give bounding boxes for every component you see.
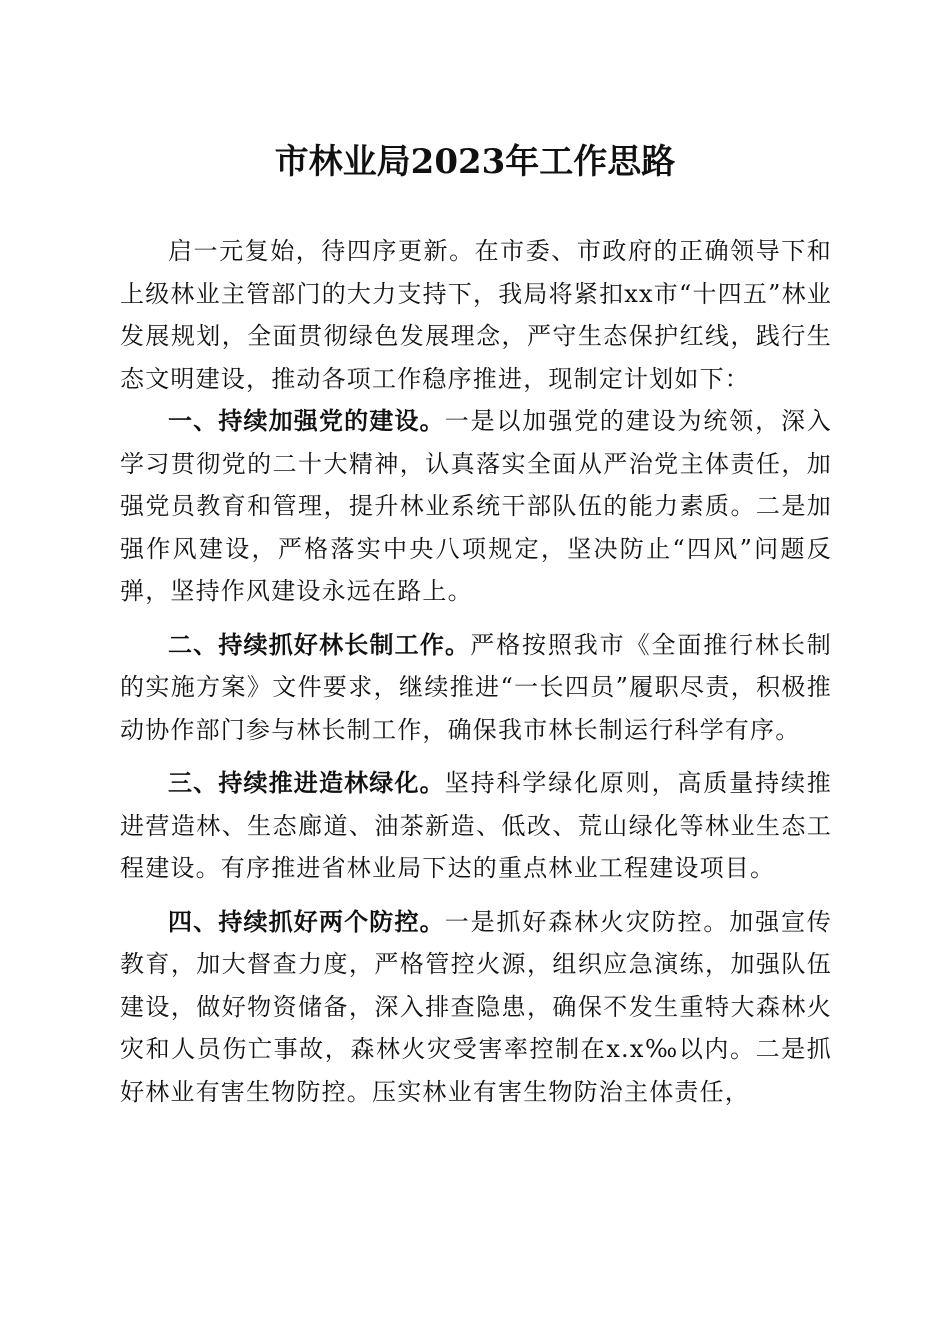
section-heading-4: 四、持续抓好两个防控。 xyxy=(168,907,445,936)
section-paragraph-4 xyxy=(120,901,832,1114)
intro-paragraph: 启一元复始，待四序更新。在市委、市政府的正确领导下和上级林业主管部门的大力支持下，我局将紧扣xx市“十四五”林业发展规划，全面贯彻绿色发展理念，严守生态保护红线，践行生态文明建设，推动各项工作稳序推进，现制定计划如下： xyxy=(120,237,832,393)
section-text-1: 一是以加强党的建设为统领，深入学习贯彻党的二十大精神，认真落实全面从严治党主体责任，加强党员教育和管理，提升林业系统干部队伍的能力素质。二是加强作风建设，严格落实中央八项规定，坚决防止“四风”问题反弹，坚持作风建设永远在路上。 xyxy=(120,407,833,605)
section-paragraph-2 xyxy=(120,624,832,752)
section-text-4: 一是抓好森林火灾防控。加强宣传教育，加大督查力度，严格管控火源，组织应急演练，加强队伍建设，做好物资储备，深入排查隐患，确保不发生重特大森林火灾和人员伤亡事故，森林火灾受害率控制在x.x‰以内。二是抓好林业有害生物防控。压实林业有害生物防治主体责任， xyxy=(120,907,833,1106)
section-text-3: 坚持科学绿化原则，高质量持续推进营造林、生态廊道、油茶新造、低改、荒山绿化等林业生态工程建设。有序推进省林业局下达的重点林业工程建设项目。 xyxy=(120,769,833,882)
section-text-2: 严格按照我市《全面推行林长制的实施方案》文件要求，继续推进“一长四员”履职尽责，积极推动协作部门参与林长制工作，确保我市林长制运行科学有序。 xyxy=(120,630,832,744)
document-body xyxy=(120,230,832,1113)
section-paragraph-3 xyxy=(120,762,832,890)
section-paragraph-1 xyxy=(120,400,832,613)
section-heading-3: 三、持续推进造林绿化。 xyxy=(168,769,445,797)
document-title: 市林业局2023年工作思路 xyxy=(274,142,676,182)
section-heading-1: 一、持续加强党的建设。 xyxy=(168,407,445,435)
section-heading-2: 二、持续抓好林长制工作。 xyxy=(168,630,471,659)
